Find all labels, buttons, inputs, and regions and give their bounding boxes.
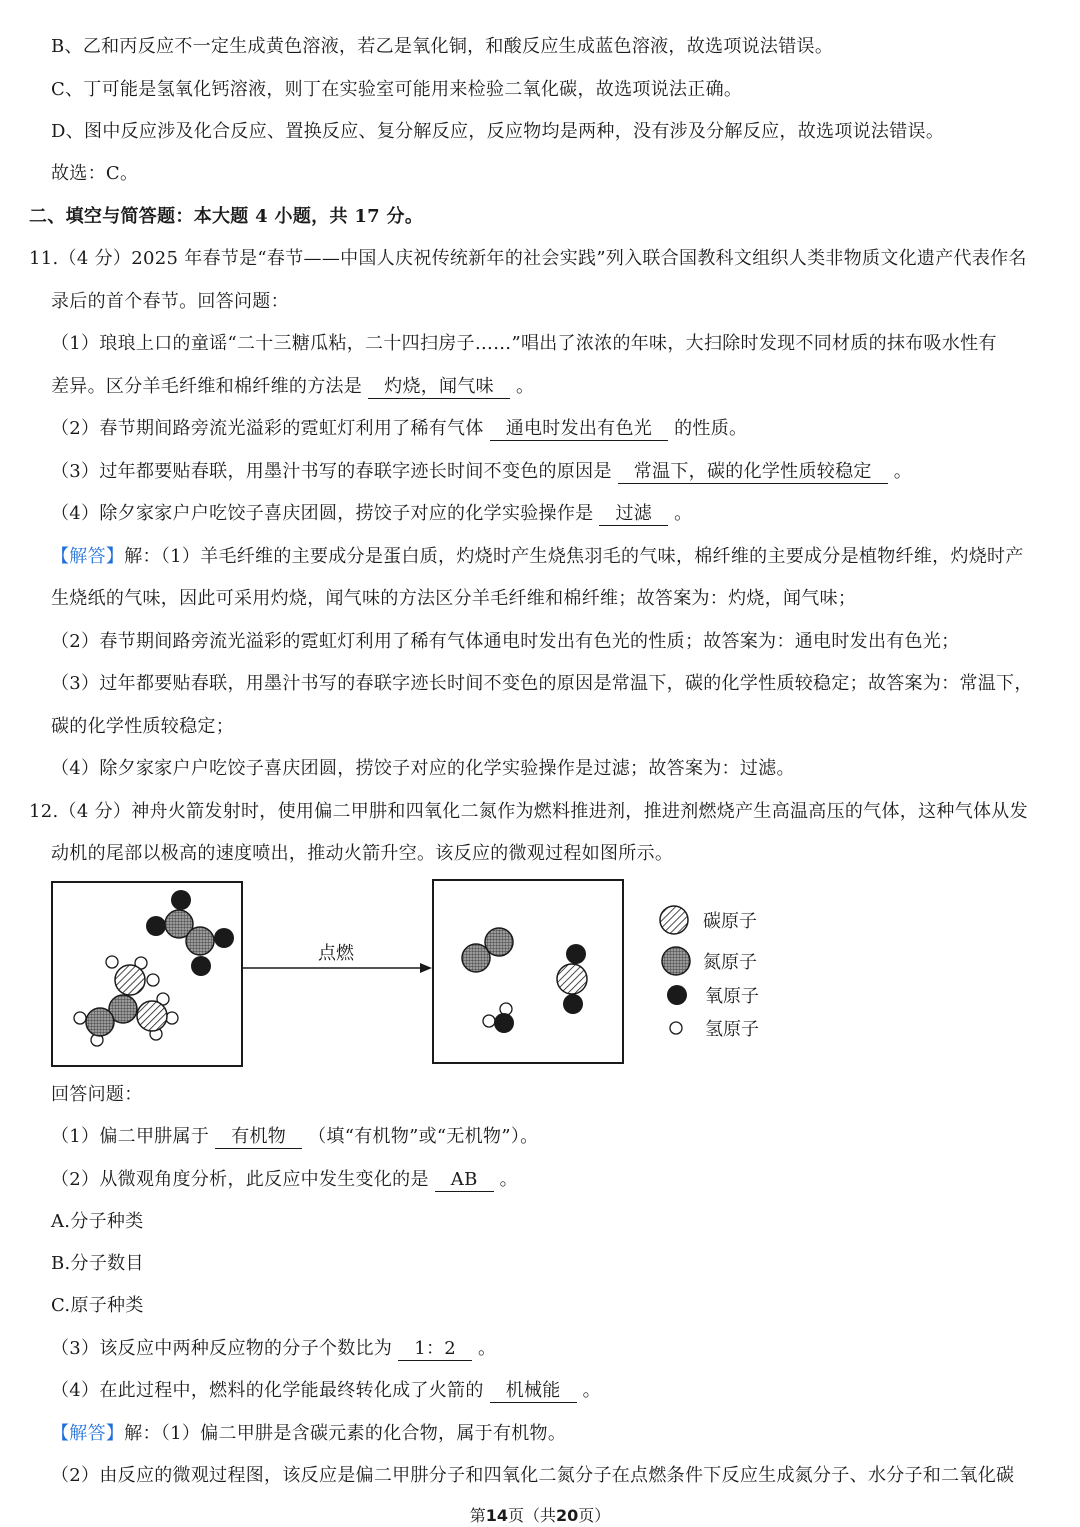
q12-part3-prompt: （3）该反应中两种反应物的分子个数比为 [51, 1338, 393, 1359]
q12-stem-line2: 动机的尾部以极高的速度喷出，推动火箭升空。该反应的微观过程如图所示。 [51, 843, 674, 864]
q11-part4-prompt: （4）除夕家家户户吃饺子喜庆团圆，捞饺子对应的化学实验操作是 [51, 503, 594, 524]
choice-answer: 故选：C。 [51, 163, 139, 184]
q12-stem-line1: 12.（4 分）神舟火箭发射时，使用偏二甲肼和四氧化二氮作为燃料推进剂，推进剂燃烧产生高温高压的气体，这种气体从发 [29, 801, 1028, 822]
q11-stem-line1: 11.（4 分）2025 年春节是“春节——中国人庆祝传统新年的社会实践”列入联合国教科文组织人类非物质文化遗产代表作名 [29, 248, 1027, 269]
option-d-explanation: D、图中反应涉及化合反应、置换反应、复分解反应，反应物均是两种，没有涉及分解反应，故选项说法错误。 [51, 121, 945, 142]
q11-part1-line2 [51, 375, 534, 399]
footer-page-number: 14 [485, 1506, 508, 1525]
q12-part1-answer: 有机物 [215, 1126, 302, 1149]
q12-part3-answer: 1：2 [398, 1338, 472, 1361]
q12-part2-prompt: （2）从微观角度分析，此反应中发生变化的是 [51, 1169, 429, 1190]
q11-solution-line2: 生烧纸的气味，因此可采用灼烧，闻气味的方法区分羊毛纤维和棉纤维；故答案为：灼烧，闻气味； [51, 588, 857, 609]
q12-part4 [51, 1379, 601, 1403]
q11-solution-line6: （4）除夕家家户户吃饺子喜庆团圆，捞饺子对应的化学实验操作是过滤；故答案为：过滤。 [51, 758, 795, 779]
footer-prefix: 第 [469, 1506, 486, 1525]
water-molecule [483, 1003, 514, 1033]
q11-part4 [51, 502, 692, 526]
q11-part1-prompt: 差异。区分羊毛纤维和棉纤维的方法是 [51, 376, 363, 397]
q12-solution-text1: 解：（1）偏二甲肼是含碳元素的化合物，属于有机物。 [124, 1423, 567, 1444]
legend-oxygen: 氧原子 [705, 986, 759, 1007]
q11-part2-prompt: （2）春节期间路旁流光溢彩的霓虹灯利用了稀有气体 [51, 418, 484, 439]
legend-hydrogen: 氢原子 [705, 1019, 759, 1040]
q11-part1-end: 。 [515, 376, 535, 397]
footer-middle: 页（共 [507, 1506, 556, 1525]
products-box [433, 880, 623, 1063]
q11-solution-line1 [51, 545, 1024, 569]
q11-part1-answer: 灼烧，闻气味 [368, 376, 510, 399]
q12-option-b: B.分子数目 [51, 1253, 144, 1274]
q12-part1 [51, 1125, 538, 1149]
reaction-diagram [40, 870, 800, 1075]
footer-suffix: 页） [578, 1506, 611, 1525]
q11-solution-line5: 碳的化学性质较稳定； [51, 716, 234, 737]
dimethylhydrazine-molecule [74, 956, 178, 1046]
q12-solution-line2: （2）由反应的微观过程图，该反应是偏二甲肼分子和四氧化二氮分子在点燃条件下反应生成氮分子、水分子和二氧化碳 [51, 1465, 1015, 1486]
q11-part3-end: 。 [893, 461, 913, 482]
q11-part3-answer: 常温下，碳的化学性质较稳定 [618, 461, 888, 484]
q12-part4-answer: 机械能 [490, 1380, 577, 1403]
q11-part3-prompt: （3）过年都要贴春联，用墨汁书写的春联字迹长时间不变色的原因是 [51, 461, 612, 482]
q12-option-c: C.原子种类 [51, 1295, 144, 1316]
q11-solution-line4: （3）过年都要贴春联，用墨汁书写的春联字迹长时间不变色的原因是常温下，碳的化学性质较稳定；故答案为：常温下， [51, 673, 1033, 694]
q11-stem-line2: 录后的首个春节。回答问题： [51, 291, 289, 312]
page-footer [0, 1503, 1080, 1526]
q12-solution-line1 [51, 1422, 566, 1446]
legend [660, 906, 759, 1040]
footer-total-pages: 20 [556, 1506, 579, 1525]
q11-solution-text1: 解：（1）羊毛纤维的主要成分是蛋白质，灼烧时产生烧焦羽毛的气味，棉纤维的主要成分是植物纤维，灼烧时产 [124, 546, 1024, 567]
q11-part3 [51, 460, 912, 484]
option-b-explanation: B、乙和丙反应不一定生成黄色溶液，若乙是氧化铜，和酸反应生成蓝色溶液，故选项说法错误。 [51, 36, 834, 57]
q12-solution-tag: 【解答】 [51, 1423, 125, 1444]
dinitrogen-tetroxide-molecule [146, 890, 234, 976]
arrow-head-icon [420, 963, 432, 973]
carbon-atom-icon [660, 906, 688, 934]
oxygen-atom-icon [667, 985, 687, 1005]
q12-part4-end: 。 [582, 1380, 601, 1401]
arrow-label: 点燃 [318, 943, 354, 964]
q12-part2 [51, 1168, 518, 1192]
nitrogen-atom-icon [662, 947, 690, 975]
q11-part4-end: 。 [674, 503, 693, 524]
option-c-explanation: C、丁可能是氢氧化钙溶液，则丁在实验室可能用来检验二氧化碳，故选项说法正确。 [51, 79, 743, 100]
q12-part1-end: （填“有机物”或“无机物”）。 [308, 1126, 539, 1147]
legend-carbon: 碳原子 [703, 911, 757, 932]
q11-part2 [51, 417, 747, 441]
q12-part1-prompt: （1）偏二甲肼属于 [51, 1126, 210, 1147]
q12-ask: 回答问题： [51, 1084, 143, 1105]
reactants-box [52, 882, 242, 1066]
carbon-dioxide-molecule [557, 944, 587, 1014]
q12-part2-answer: AB [435, 1169, 494, 1192]
q11-part2-answer: 通电时发出有色光 [490, 418, 668, 441]
q11-part1-line1: （1）琅琅上口的童谣“二十三糖瓜粘，二十四扫房子……”唱出了浓浓的年味，大扫除时发现不同材质的抹布吸水性有 [51, 333, 997, 354]
q11-solution-tag: 【解答】 [51, 546, 125, 567]
q12-option-a: A.分子种类 [51, 1211, 144, 1232]
q12-part3-end: 。 [478, 1338, 497, 1359]
nitrogen-molecule [462, 928, 513, 972]
q12-part3 [51, 1337, 496, 1361]
q11-solution-line3: （2）春节期间路旁流光溢彩的霓虹灯利用了稀有气体通电时发出有色光的性质；故答案为：通电时发出有色光； [51, 631, 960, 652]
legend-nitrogen: 氮原子 [703, 952, 757, 973]
hydrogen-atom-icon [670, 1022, 682, 1034]
q11-part2-end: 的性质。 [674, 418, 748, 439]
q11-part4-answer: 过滤 [599, 503, 668, 526]
q12-part4-prompt: （4）在此过程中，燃料的化学能最终转化成了火箭的 [51, 1380, 484, 1401]
section-heading: 二、填空与简答题：本大题 4 小题，共 17 分。 [29, 206, 424, 227]
q12-part2-end: 。 [499, 1169, 518, 1190]
